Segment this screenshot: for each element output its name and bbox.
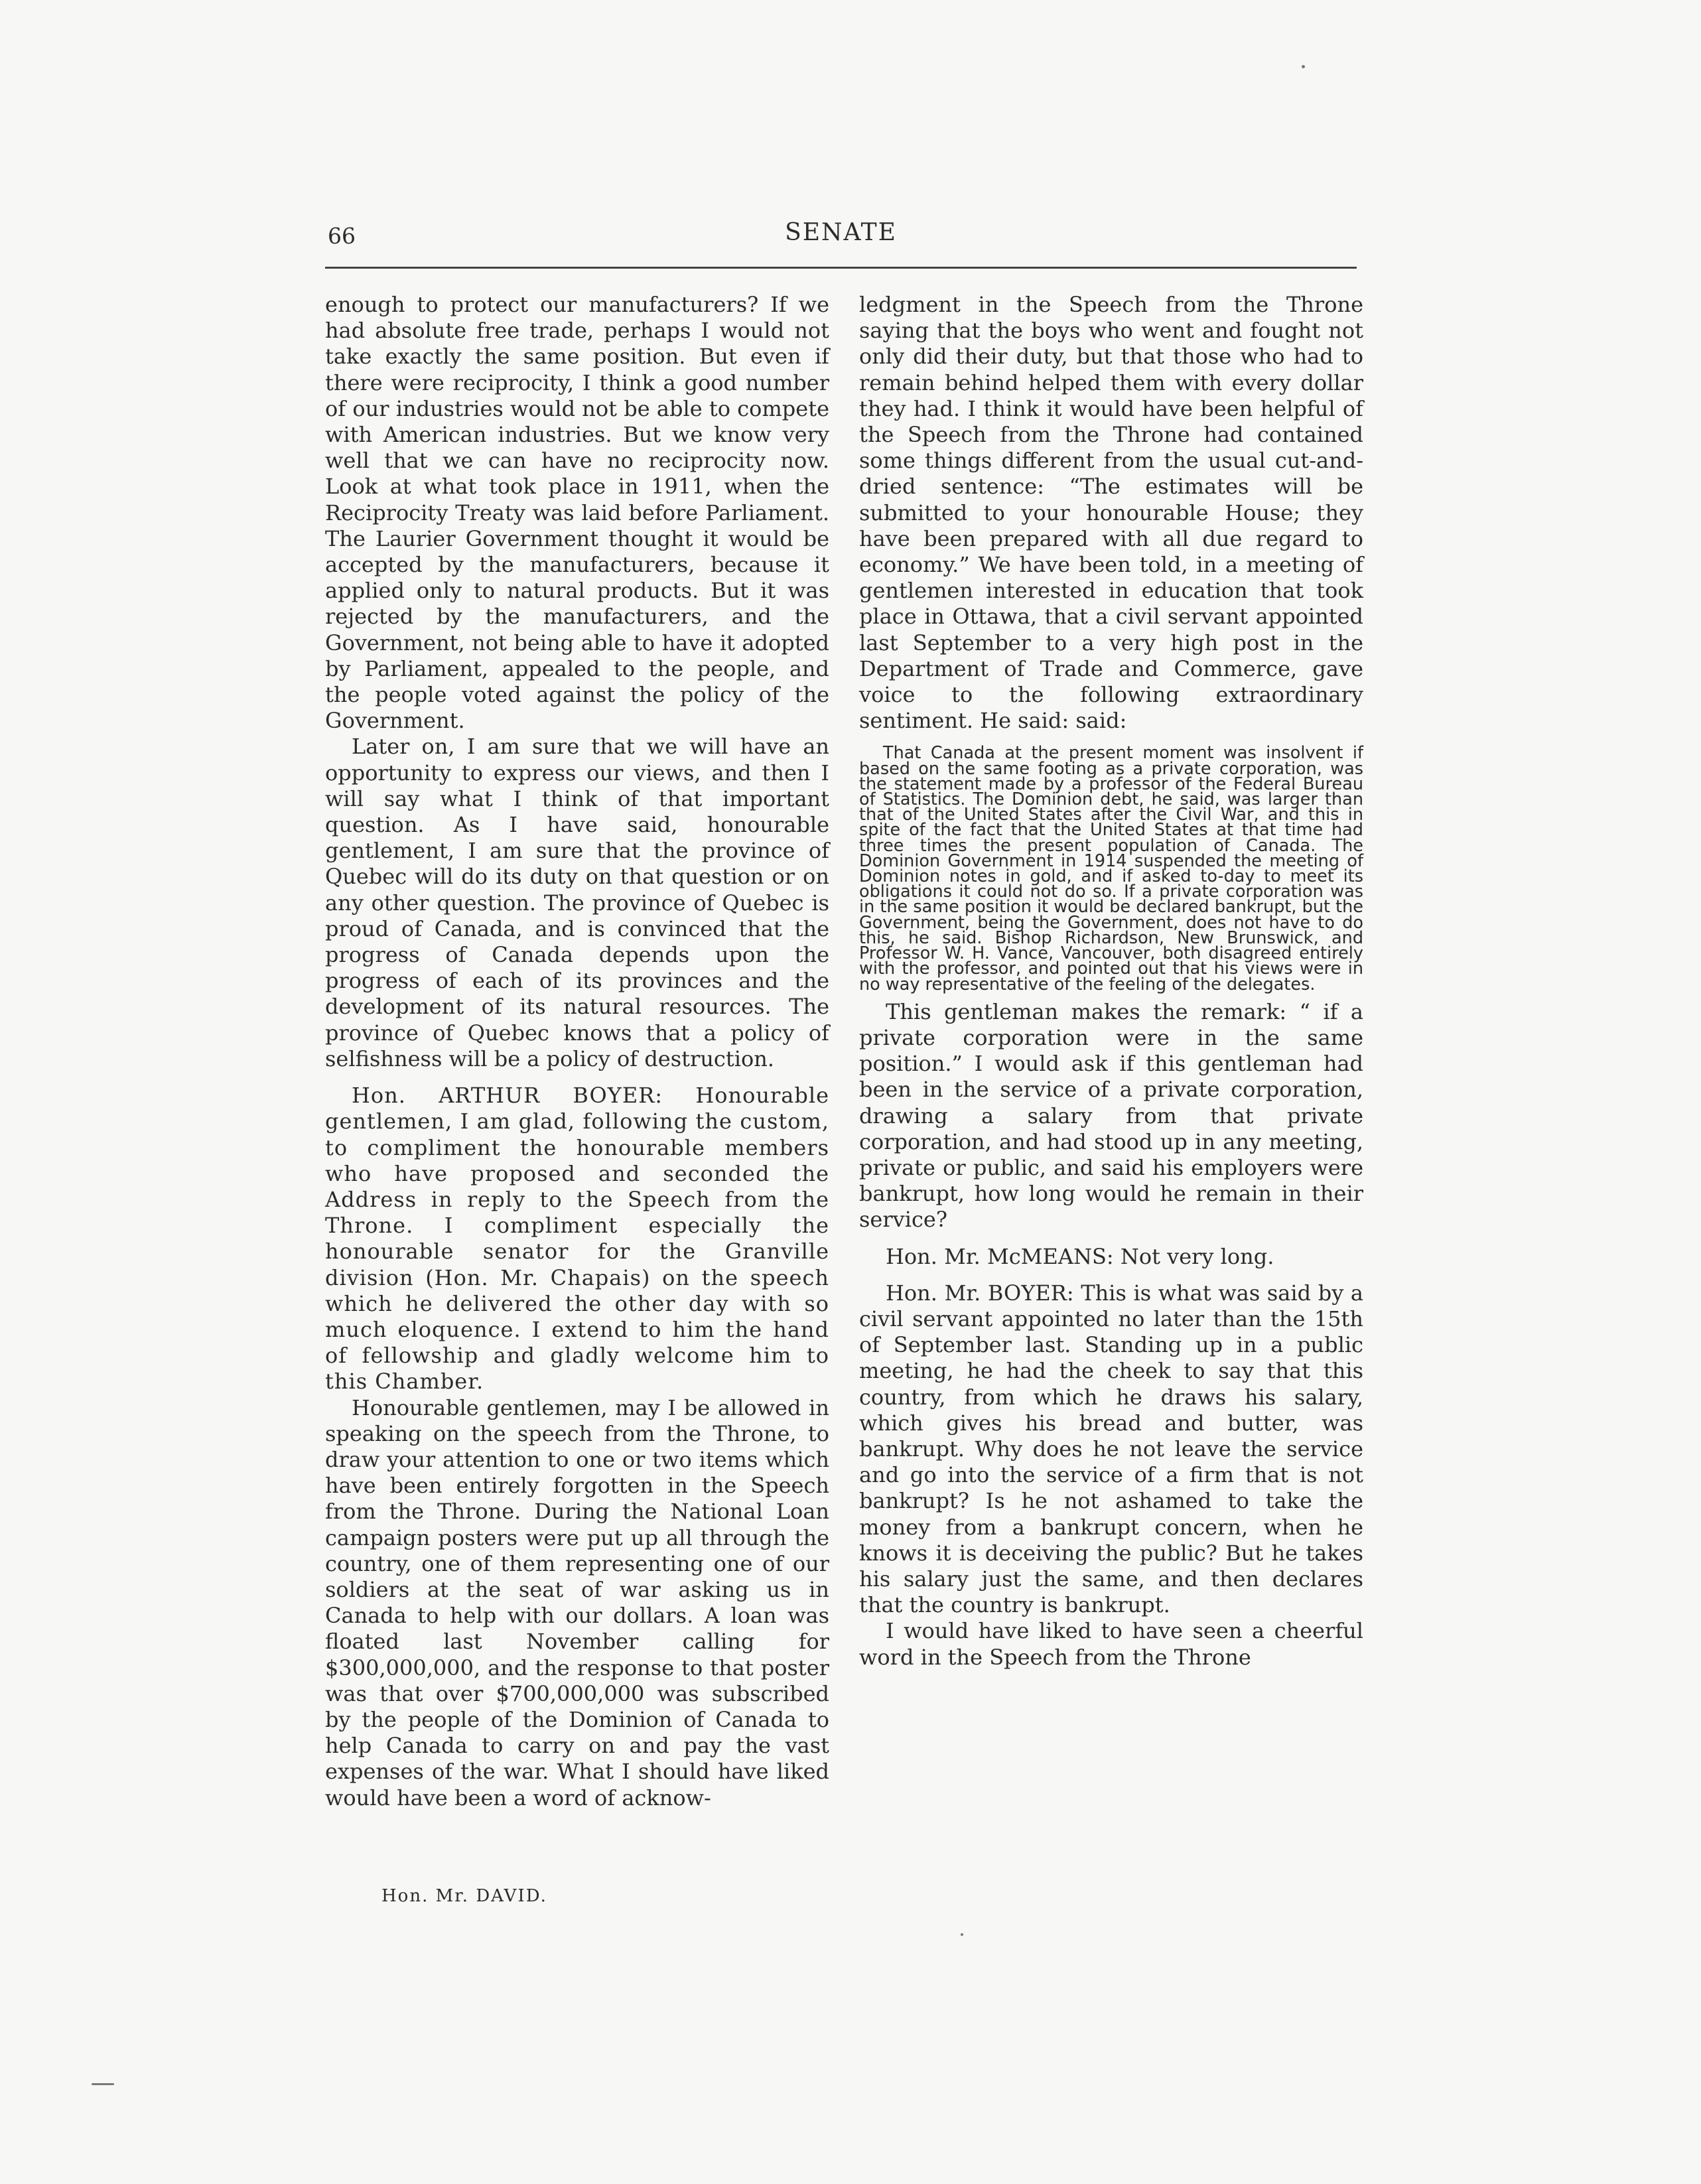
page-number: 66 bbox=[328, 223, 356, 249]
paragraph: This gentleman makes the remark: “ if a private corporation were in the same position.” I would ask if this gentleman had been in the service of a private corporation, drawing a salary from that private corporation, and had stood up in any meeting, private or public, and said his employers were bankrupt, how long would he remain in their service? bbox=[859, 998, 1363, 1233]
paragraph: I would have liked to have seen a cheerful word in the Speech from the Throne bbox=[859, 1618, 1363, 1670]
running-title: SENATE bbox=[785, 219, 897, 246]
scan-speck bbox=[1302, 65, 1305, 68]
paragraph: enough to protect our manufacturers? If we had absolute free trade, perhaps I would not take exactly the same position. But even if there were reciprocity, I think a good number of our industries would not be able to compete with American industries. But we know very well that we can have no reciprocity now. Look at what took place in 1911, when the Reciprocity Treaty was laid before Parliament. The Laurier Government thought it would be accepted by the manufacturers, because it applied only to natural products. But it was rejected by the manufacturers, and the Government, not being able to have it adopted by Parliament, appealed to the people, and the people voted against the policy of the Government. bbox=[325, 292, 829, 734]
paragraph-boyer-speech: Hon. ARTHUR BOYER: Honourable gentlemen, I am glad, following the custom, to compliment the honourable members who have proposed and seconded the Address in reply to the Speech from the Throne. I compliment especially the honourable senator for the Granville division (Hon. Mr. Chapais) on the speech which he delivered the other day with so much eloquence. I extend to him the hand of fellowship and gladly welcome him to this Chamber. bbox=[325, 1083, 829, 1395]
scan-speck bbox=[92, 2083, 114, 2085]
right-column bbox=[859, 292, 1363, 1671]
block-quote: That Canada at the present moment was insolvent if based on the same footing as a private corporation, was the statement made by a professor of the Federal Bureau of Statistics. The Dominion debt, he said, was larger than that of the United States after the Civil War, and this in spite of the fact that the United States at that time had three times the present population of Canada. The Dominion Government in 1914 suspended the meeting of Dominion notes in gold, and if asked to-day to meet its obligations it could not do so. If a private corporation was in the same position it would be declared bankrupt, but the Government, being the Government, does not have to do this, he said. Bishop Richardson, New Brunswick, and Professor W. H. Vance, Vancouver, both disagreed entirely with the professor, and pointed out that his views were in no way representative of the feeling of the delegates. bbox=[859, 743, 1363, 994]
scan-speck bbox=[961, 1933, 963, 1936]
header-rule bbox=[325, 267, 1357, 269]
paragraph: Later on, I am sure that we will have an opportunity to express our views, and then I will say what I think of that important question. As I have said, honourable gentlement, I am sure that the province of Quebec will do its duty on that question or on any other question. The province of Quebec is proud of Canada, and is convinced that the progress of Canada depends upon the progress of each of its provinces and the development of its natural resources. The province of Quebec knows that a policy of selfishness will be a policy of destruction. bbox=[325, 734, 829, 1071]
paragraph: ledgment in the Speech from the Throne saying that the boys who went and fought not only did their duty, but that those who had to remain behind helped them with every dollar they had. I think it would have been helpful of the Speech from the Throne had contained some things different from the usual cut-and-dried sentence: “The estimates will be submitted to your honourable House; they have been prepared with all due regard to economy.” We have been told, in a meeting of gentlemen interested in education that took place in Ottawa, that a civil servant appointed last September to a very high post in the Department of Trade and Commerce, gave voice to the following extraordinary sentiment. He said: said: bbox=[859, 292, 1363, 734]
page-header bbox=[325, 219, 1357, 272]
interjection: Hon. Mr. McMEANS: Not very long. bbox=[886, 1243, 1274, 1269]
paragraph: Honourable gentlemen, may I be allowed in speaking on the speech from the Throne, to draw your attention to one or two items which have been entirely forgotten in the Speech from the Throne. During the National Loan campaign posters were put up all through the country, one of them representing one of our soldiers at the seat of war asking us in Canada to help with our dollars. A loan was floated last November calling for $300,000,000, and the response to that poster was that over $700,000,000 was subscribed by the people of the Dominion of Canada to help Canada to carry on and pay the vast expenses of the war. What I should have liked would have been a word of acknow- bbox=[325, 1395, 829, 1810]
left-column bbox=[325, 292, 829, 1811]
footer-speaker-name: Hon. Mr. DAVID. bbox=[381, 1886, 547, 1906]
paragraph-boyer-reply: Hon. Mr. BOYER: This is what was said by a civil servant appointed no later than the 15th of September last. Standing up in a public meeting, he had the cheek to say that this country, from which he draws his salary, which gives his bread and butter, was bankrupt. Why does he not leave the service and go into the service of a firm that is not bankrupt? Is he not ashamed to take the money from a bankrupt concern, when he knows it is deceiving the public? But he takes his salary just the same, and then declares that the country is bankrupt. bbox=[859, 1280, 1363, 1618]
